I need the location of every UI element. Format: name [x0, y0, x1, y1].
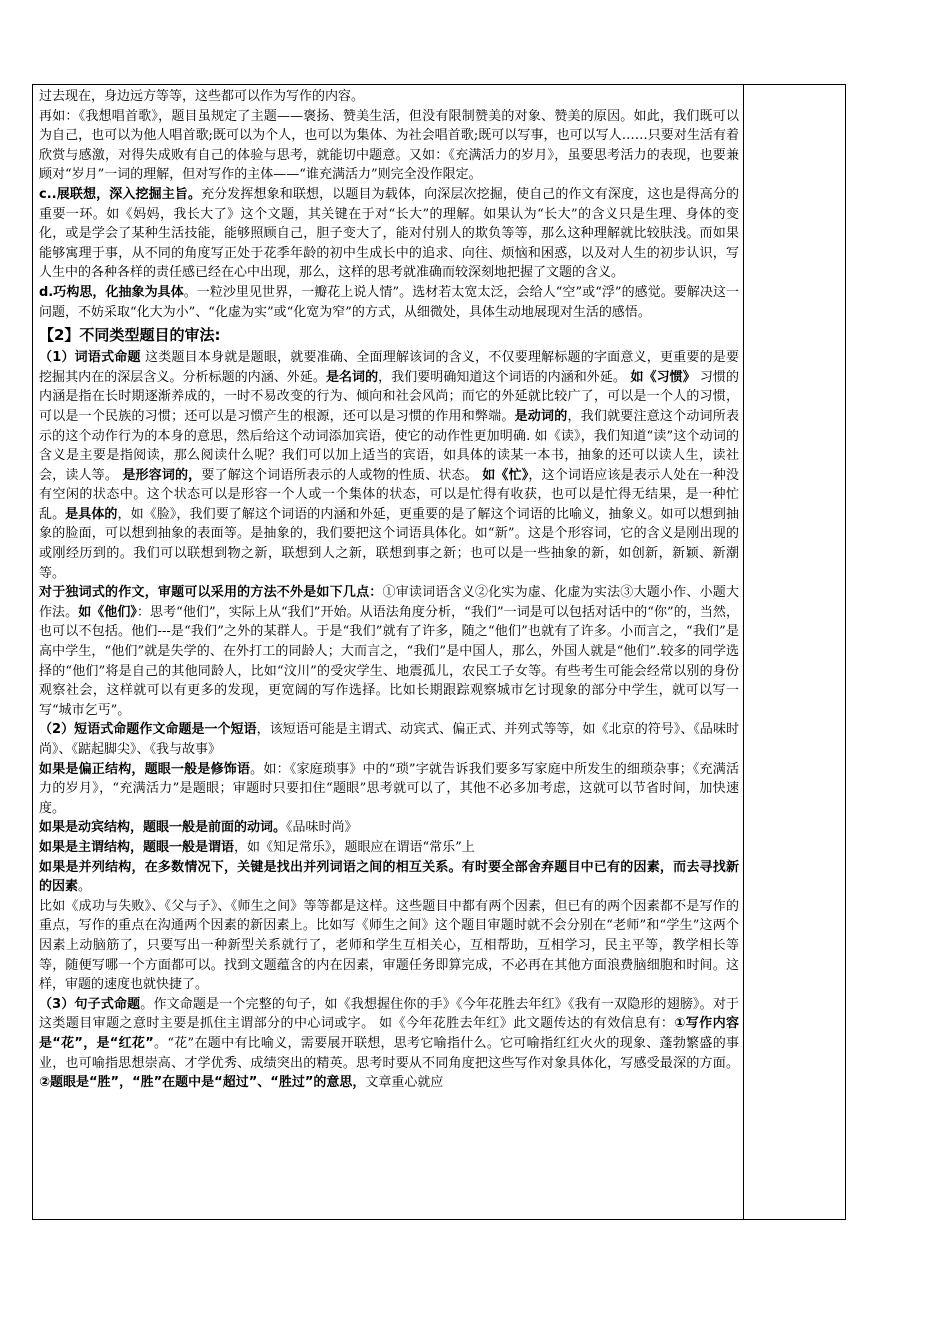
content-cell	[33, 85, 744, 1219]
paragraph	[39, 818, 739, 838]
notes-cell	[744, 85, 845, 1219]
text: 。如：《家庭琐事》中的“琐”字就告诉我们要多写家庭中所发生的细琐杂事；《充满活力的岁月》，“充满活力”是题眼；审题时只要扣住“题眼”思考就可以了，其他不必多加考虑，这就可以节省时间，加快速度。	[39, 761, 739, 816]
text: ，我们要明确知道这个词语的内涵和外延。	[378, 369, 626, 385]
bold-text: （2）短语式命题作文命题是一个短语	[39, 722, 257, 738]
bold-text: 如果是偏正结构，题眼一般是修饰语	[39, 761, 251, 777]
bold-text: ①写作内容是“花”，是“红花”	[39, 1016, 739, 1051]
paragraph	[39, 838, 739, 858]
document-table	[32, 84, 846, 1220]
bold-text: 如《忙》	[482, 467, 529, 483]
subheading: d.巧构思，化抽象为具体	[39, 284, 184, 300]
section-heading: 【2】不同类型题目的审法:	[39, 326, 221, 345]
bold-text: 如《他们》	[78, 604, 137, 620]
bold-text: 如果是动宾结构，题眼一般是前面的动词。	[39, 820, 287, 836]
text: ：思考“他们”，实际上从“我们”开始。从语法角度分析，“我们”一词是可以包括对话中的“你”的，当然，也可以不包括。他们---是“我们”之外的某群人。于是“我们”就有了许多，随之“他们”也就有了许多。小而言之，“我们”是高中学生，“他们”就是失学的、在外打工的同龄人；大而言之，“我们”是中国人，那么，外国人就是“他们”.较多的同学选择的“他们”将是自己的其他同龄人，比如“汶川”的受灾学生、地震孤儿，农民工子女等。有些考生可能会经常以别的身份观察社会，这样就可以有更多的发现，更宽阔的写作选择。比如长期跟踪观察城市乞讨现象的部分中学生，就可以写一写“城市乞丐”。	[39, 604, 739, 718]
paragraph: 再如：《我想唱首歌》，题目虽规定了主题——褒扬、赞美生活，但没有限制赞美的对象、赞美的原因。如此，我们既可以为自己，也可以为他人唱首歌;既可以为个人，也可以为集体、为社会唱首歌;既可以写事，也可以写人……只要对生活有着欣赏与感激，对得失成败有自己的体验与思考，就能切中题意。又如：《充满活力的岁月》，虽要思考活力的表现，也要兼顾对“岁月”一词的理解，但对写作的主体——“谁充满活力”则完全没作限定。	[39, 108, 739, 183]
bold-text: （1）词语式命题	[39, 350, 141, 366]
paragraph	[39, 858, 739, 897]
paragraph	[39, 720, 739, 759]
text: 充分发挥想象和联想，以题目为载体，向深层次挖掘，使自己的作文有深度，这也是得高分的重要一环。如《妈妈，我长大了》这个文题，其关键在于对“长大”的理解。如果认为“长大”的含义只是生理、身体的变化，或是学会了某种生活技能，能够照顾自己，胆子变大了，能对付别人的欺负等等，那么这种理解就比较肤浅。而如果能够寓理于事，从不同的角度写正处于花季年龄的初中生成长中的追求、向往、烦恼和困惑，以及对人生的初步认识，写人生中的各种各样的责任感已经在心中出现，那么，这样的思考就准确而较深刻地把握了文题的含义。	[39, 186, 739, 281]
bold-text: 是动词的	[514, 408, 568, 424]
paragraph: 过去现在，身边远方等等，这些都可以作为写作的内容。	[39, 89, 365, 104]
bold-text: 如果是主谓结构，题眼一般是谓语	[39, 839, 235, 855]
bold-text: 是具体的	[65, 506, 118, 522]
paragraph: 比如《成功与失败》、《父与子》、《师生之间》等等都是这样。这些题目中都有两个因素，但已有的两个因素都不是写作的重点，写作的重点在沟通两个因素的新因素上。比如写《师生之间》这个题目审题时就不会分别在“老师”和“学生”这两个因素上动脑筋了，只要写出一种新型关系就行了，老师和学生互相关心，互相帮助，互相学习，民主平等，教学相长等等，随便写哪一个方面都可以。找到文题蕴含的内在因素，审题任务即算完成，不必再在其他方面浪费脑细胞和时间。这样，审题的速度也就快捷了。	[39, 898, 739, 993]
paragraph	[39, 348, 739, 583]
bold-text: 是形容词的，	[122, 467, 202, 483]
paragraph	[39, 760, 739, 819]
bold-text: （3）句子式命题	[39, 996, 141, 1012]
text: 。作文命题是一个完整的句子，如《我想握住你的手》《今年花胜去年红》《我有一双隐形的翅膀》。对于这类题目审题之意时主要是抓住主谓部分的中心词或字。 如《今年花胜去年红》此文题传达的有效信息有：	[39, 996, 739, 1032]
text: ，该短语可能是主谓式、动宾式、偏正式、并列式等等，如《北京的符号》、《品味时尚》、《踮起脚尖》、《我与故事》	[39, 722, 739, 757]
text: ①审读词语含义②化实为虚、化虚为实法③大题小作、小题大作法。	[39, 585, 739, 620]
text: 。	[78, 879, 92, 895]
bold-text: 对于独词式的作文，审题可以采用的方法不外是如下几点：	[39, 585, 383, 601]
bold-text: 如果是并列结构，在多数情况下，关键是找出并列词语之间的相互关系。有时要全部舍弃题目中已有的因素，而去寻找新的因素	[39, 859, 739, 895]
text: ，如《知足常乐》，题眼应在谓语“常乐”上	[234, 839, 475, 855]
text: 这类题目本身就是题眼，就要准确、全面理解该词的含义，不仅要理解标题的字面意义，更重要的是要挖掘其内在的深层含义。分析标题的内涵、外延。	[39, 350, 740, 385]
text: ，如《脸》，我们要了解这个词语的内涵和外延，更重要的是了解这个词语的比喻义，抽象义。如可以想到抽象的脸面，可以想到抽象的表面等。是抽象的，我们要把这个词语具体化。如“新”。这是个形容词，它的含义是刚出现的或刚经历到的。我们可以联想到物之新，联想到人之新，联想到事之新；也可以是一些抽象的新，如创新，新颖、新潮等。	[39, 506, 739, 581]
text: ，我们就要注意这个动词所表示的这个动作行为的本身的意思，然后给这个动词添加宾语，使它的动作性更加明确. 如《读》，我们知道“读”这个动词的含义是主要是指阅读，那么阅读什么呢？我们可以加上适当的宾语，如具体的读某一本书，抽象的还可以读人生，读社会，读人等。	[39, 408, 739, 483]
paragraph	[39, 583, 739, 720]
text: 《品味时尚》	[286, 820, 358, 836]
subheading: c..展联想，深入挖掘主旨。	[39, 186, 202, 202]
text: 习惯的内涵是指在长时期逐渐养成的，一时不易改变的行为、倾向和社会风尚；而它的外延就比较广了，可以是一个人的习惯，可以是一个民族的习惯；还可以是习惯产生的根源，还可以是习惯的作用和弊端。	[39, 369, 739, 424]
text: 。“花”在题中有比喻义，需要展开联想，思考它喻指什么。它可喻指红红火火的现象、蓬勃繁盛的事业，也可喻指思想崇高、才学优秀、成绩突出的精英。思考时要从不同角度把这些写作对象具体化，写感受最深的方面。	[39, 1035, 739, 1071]
bold-text: 如《习惯》	[625, 369, 696, 385]
bold-text: ②题眼是“胜”，“胜”在题中是“超过”、“胜过”的意思，	[39, 1075, 366, 1091]
text: 文章重心就应	[365, 1075, 444, 1091]
text: ，这个词语应该是表示人处在一种没有空闲的状态中。这个状态可以是形容一个人或一个集体的状态，可以是忙得有收获，也可以是忙得无结果，是一种忙乱。	[39, 467, 739, 522]
paragraph	[39, 995, 739, 1093]
paragraph	[39, 185, 739, 283]
paragraph	[39, 283, 739, 322]
bold-text: 是名词的	[325, 369, 379, 385]
text: 要了解这个词语所表示的人或物的性质、状态。	[201, 467, 483, 483]
text: 。一粒沙里见世界，一瓣花上说人情”。选材若太宽太泛，会给人“空”或“浮”的感觉。要解决这一问题，不妨采取“化大为小”、“化虚为实”或“化宽为窄”的方式，从细微处，具体生动地展现对生活的感悟。	[39, 284, 739, 320]
